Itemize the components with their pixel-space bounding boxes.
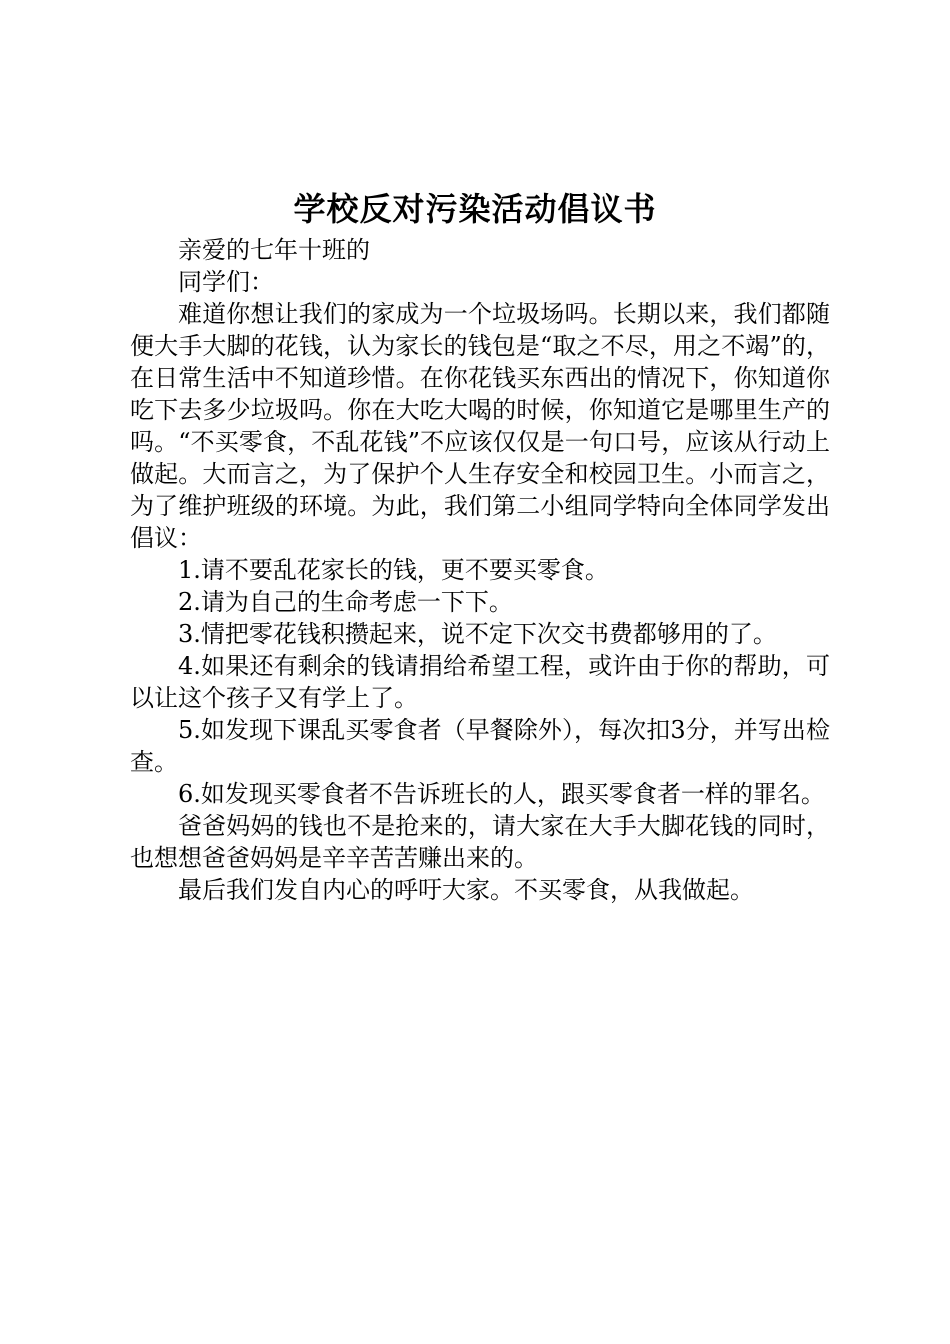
intro-paragraph: 难道你想让我们的家成为一个垃圾场吗。长期以来，我们都随便大手大脚的花钱，认为家长的钱包是“取之不尽，用之不竭”的，在日常生活中不知道珍惜。在你花钱买东西出的情况下，你知道你吃下去多少垃圾吗。你在大吃大喝的时候，你知道它是哪里生产的吗。“不买零食，不乱花钱”不应该仅仅是一句口号，应该从行动上做起。大而言之，为了保护个人生存安全和校园卫生。小而言之，为了维护班级的环境。为此，我们第二小组同学特向全体同学发出倡议：: [130, 300, 830, 552]
proposal-item-6: 6.如发现买零食者不告诉班长的人，跟买零食者一样的罪名。: [178, 780, 825, 808]
proposal-item-4: 4.如果还有剩余的钱请捐给希望工程，或许由于你的帮助，可以让这个孩子又有学上了。: [130, 652, 830, 712]
proposal-item-2: 2.请为自己的生命考虑一下下。: [178, 588, 513, 616]
salutation-line-2: 同学们：: [178, 268, 274, 296]
closing-paragraph: 爸爸妈妈的钱也不是抢来的，请大家在大手大脚花钱的同时，也想想爸爸妈妈是辛辛苦苦赚出来的。: [130, 812, 830, 872]
proposal-item-1: 1.请不要乱花家长的钱，更不要买零食。: [178, 556, 609, 584]
document-title: 学校反对污染活动倡议书: [293, 190, 657, 228]
proposal-item-3: 3.情把零花钱积攒起来，说不定下次交书费都够用的了。: [178, 620, 777, 648]
document-body: [130, 234, 830, 906]
final-call-paragraph: 最后我们发自内心的呼吁大家。不买零食，从我做起。: [178, 876, 754, 904]
salutation-line-1: 亲爱的七年十班的: [178, 236, 370, 264]
proposal-item-5: 5.如发现下课乱买零食者（早餐除外），每次扣3分，并写出检查。: [130, 716, 830, 776]
